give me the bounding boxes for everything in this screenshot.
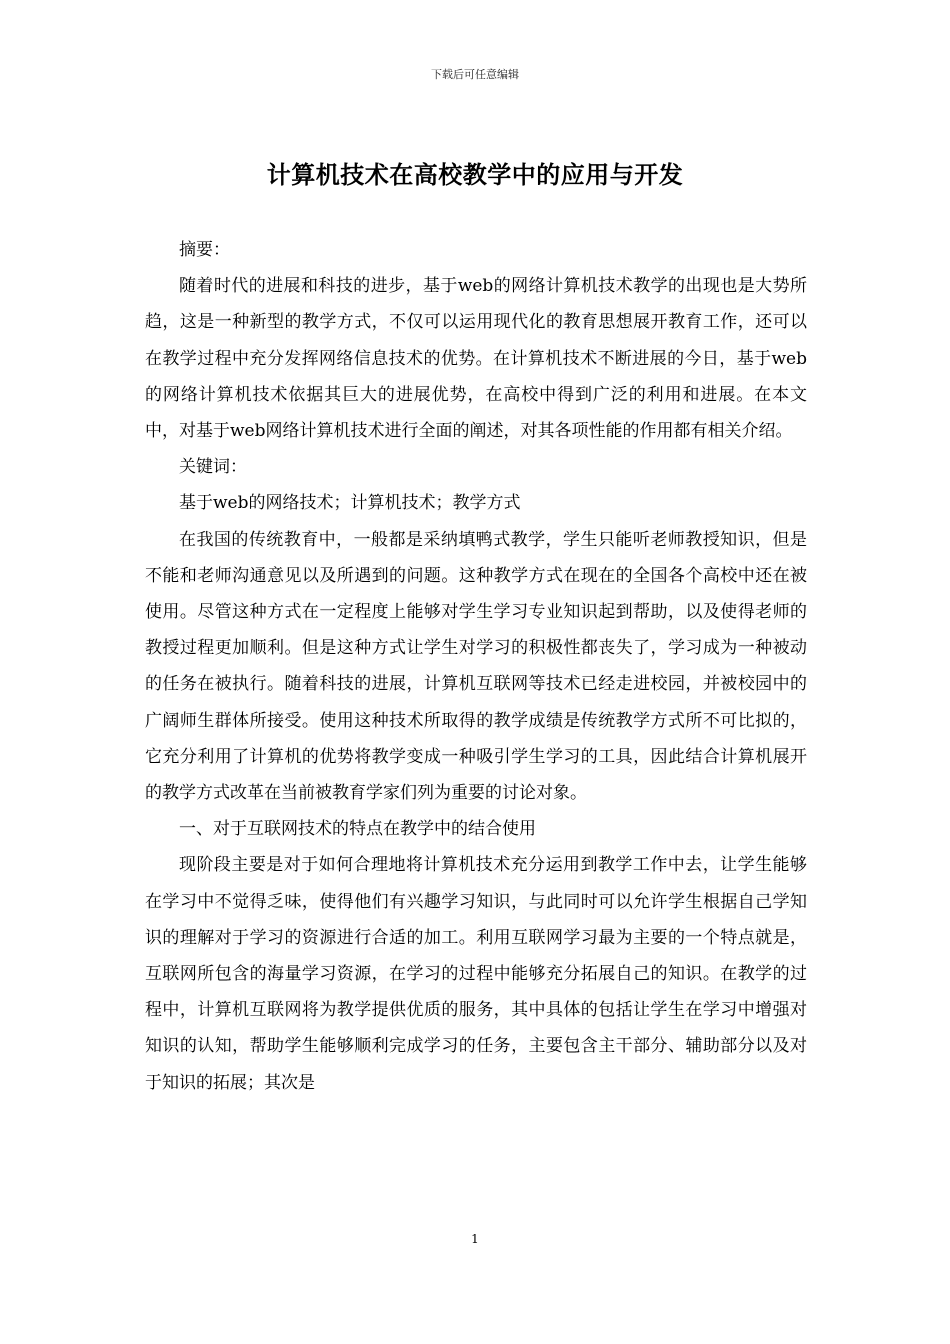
intro-paragraph: 在我国的传统教育中，一般都是采纳填鸭式教学，学生只能听老师教授知识，但是不能和老师沟通意见以及所遇到的问题。这种教学方式在现在的全国各个高校中还在被使用。尽管这种方式在一定程度上能够对学生学习专业知识起到帮助，以及使得老师的教授过程更加顺利。但是这种方式让学生对学习的积极性都丧失了，学习成为一种被动的任务在被执行。随着科技的进展，计算机互联网等技术已经走进校园，并被校园中的广阔师生群体所接受。使用这种技术所取得的教学成绩是传统教学方式所不可比拟的，它充分利用了计算机的优势将教学变成一种吸引学生学习的工具，因此结合计算机展开的教学方式改革在当前被教育学家们列为重要的讨论对象。: [145, 529, 807, 804]
section-paragraph: 现阶段主要是对于如何合理地将计算机技术充分运用到教学工作中去，让学生能够在学习中不觉得乏味，使得他们有兴趣学习知识，与此同时可以允许学生根据自己学知识的理解对于学习的资源进行合适的加工。利用互联网学习最为主要的一个特点就是，互联网所包含的海量学习资源，在学习的过程中能够充分拓展自己的知识。在教学的过程中，计算机互联网将为教学提供优质的服务，其中具体的包括让学生在学习中增强对知识的认知，帮助学生能够顺利完成学习的任务，主要包含主干部分、辅助部分以及对于知识的拓展；其次是: [145, 855, 807, 1093]
header-note: 下载后可任意编辑: [431, 68, 519, 81]
section-heading: 一、对于互联网技术的特点在教学中的结合使用: [179, 819, 536, 840]
page-number: 1: [471, 1232, 479, 1246]
keywords-paragraph: 基于web的网络技术；计算机技术；教学方式: [179, 493, 521, 514]
document-body: [145, 232, 807, 1101]
document-title: 计算机技术在高校教学中的应用与开发: [266, 161, 684, 189]
abstract-label: 摘要：: [179, 240, 230, 260]
keywords-label: 关键词：: [179, 457, 247, 478]
abstract-paragraph: 随着时代的进展和科技的进步，基于web的网络计算机技术教学的出现也是大势所趋，这是一种新型的教学方式，不仅可以运用现代化的教育思想展开教育工作，还可以在教学过程中充分发挥网络信息技术的优势。在计算机技术不断进展的今日，基于web的网络计算机技术依据其巨大的进展优势，在高校中得到广泛的利用和进展。在本文中，对基于web网络计算机技术进行全面的阐述，对其各项性能的作用都有相关介绍。: [145, 276, 807, 442]
